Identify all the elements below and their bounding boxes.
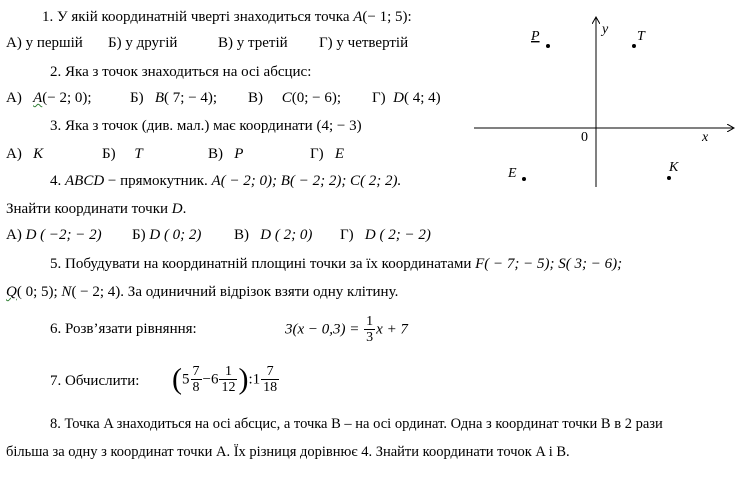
point-p-label: P xyxy=(531,29,540,44)
q1-option-v: В) у третій xyxy=(218,35,288,51)
q7-expression: (5 $\frac{7}{8}$ −6 $\frac{1}{12}$ ):1 $\frac{7}{18}$ xyxy=(172,362,278,396)
q2-question: 2. Яка з точок знаходиться на осі абсцис: xyxy=(50,64,312,80)
q2-option-b: Б) B( 7; − 4); xyxy=(130,90,218,106)
q3-option-b: Б) T xyxy=(102,146,143,162)
q6-label: 6. Розв’язати рівняння: xyxy=(50,321,197,337)
q3-question: 3. Яка з точок (див. мал.) має координати (4; − 3) xyxy=(50,118,362,134)
q8-line1: 8. Точка A знаходиться на осі абсцис, а точка B – на осі ординат. Одна з координат точки B в 2 рази xyxy=(50,416,663,432)
q4-question: 4. ABCD − прямокутник. A( − 2; 0); B( − 2; 2); C( 2; 2). xyxy=(50,173,402,189)
q1-option-a: А) у першій xyxy=(6,35,83,51)
q2-option-a: А) A(− 2; 0); xyxy=(6,90,92,106)
y-axis-label: y xyxy=(602,22,609,37)
q4-option-a: А) D ( −2; − 2) xyxy=(6,227,102,243)
point-e-label: E xyxy=(508,166,517,181)
origin-label: 0 xyxy=(581,130,588,145)
q2-option-g: Г) D( 4; 4) xyxy=(372,90,441,106)
q5-line2: Q( 0; 5); N( − 2; 4). За одиничний відрізок взяти одну клітину. xyxy=(6,284,399,300)
q6-fraction: $\frac{1}{3}$ xyxy=(366,314,374,346)
q3-option-v: В) P xyxy=(208,146,244,162)
q4-option-v: В) D ( 2; 0) xyxy=(234,227,313,243)
q5-line1: 5. Побудувати на координатній площині точки за їх координатами F( − 7; − 5); S( 3; − 6); xyxy=(50,256,623,272)
q1-question: 1. У якій координатній чверті знаходиться точка A(− 1; 5): xyxy=(42,9,412,25)
q2-option-v: В) C(0; − 6); xyxy=(248,90,342,106)
q4-option-g: Г) D ( 2; − 2) xyxy=(340,227,431,243)
x-axis-label: x xyxy=(702,130,709,145)
point-p xyxy=(546,44,550,48)
q7-label: 7. Обчислити: xyxy=(50,373,140,389)
point-k-label: K xyxy=(669,160,679,175)
q1-option-b: Б) у другій xyxy=(108,35,178,51)
q4-option-b: Б) D ( 0; 2) xyxy=(132,227,202,243)
point-t-label: T xyxy=(637,29,645,44)
q8-line2: більша за одну з координат точки A. Їх різниця дорівнює 4. Знайти координати точок A і B. xyxy=(6,444,570,460)
point-t xyxy=(632,44,636,48)
q3-option-g: Г) E xyxy=(310,146,345,162)
point-e xyxy=(522,177,526,181)
q4-task: Знайти координати точки D. xyxy=(6,201,187,217)
q6-equation: 3(x − 0,3) = $\frac{1}{3}$ x + 7 xyxy=(285,314,408,346)
point-k xyxy=(667,176,671,180)
q1-option-g: Г) у четвертій xyxy=(319,35,409,51)
q3-option-a: А) K xyxy=(6,146,44,162)
